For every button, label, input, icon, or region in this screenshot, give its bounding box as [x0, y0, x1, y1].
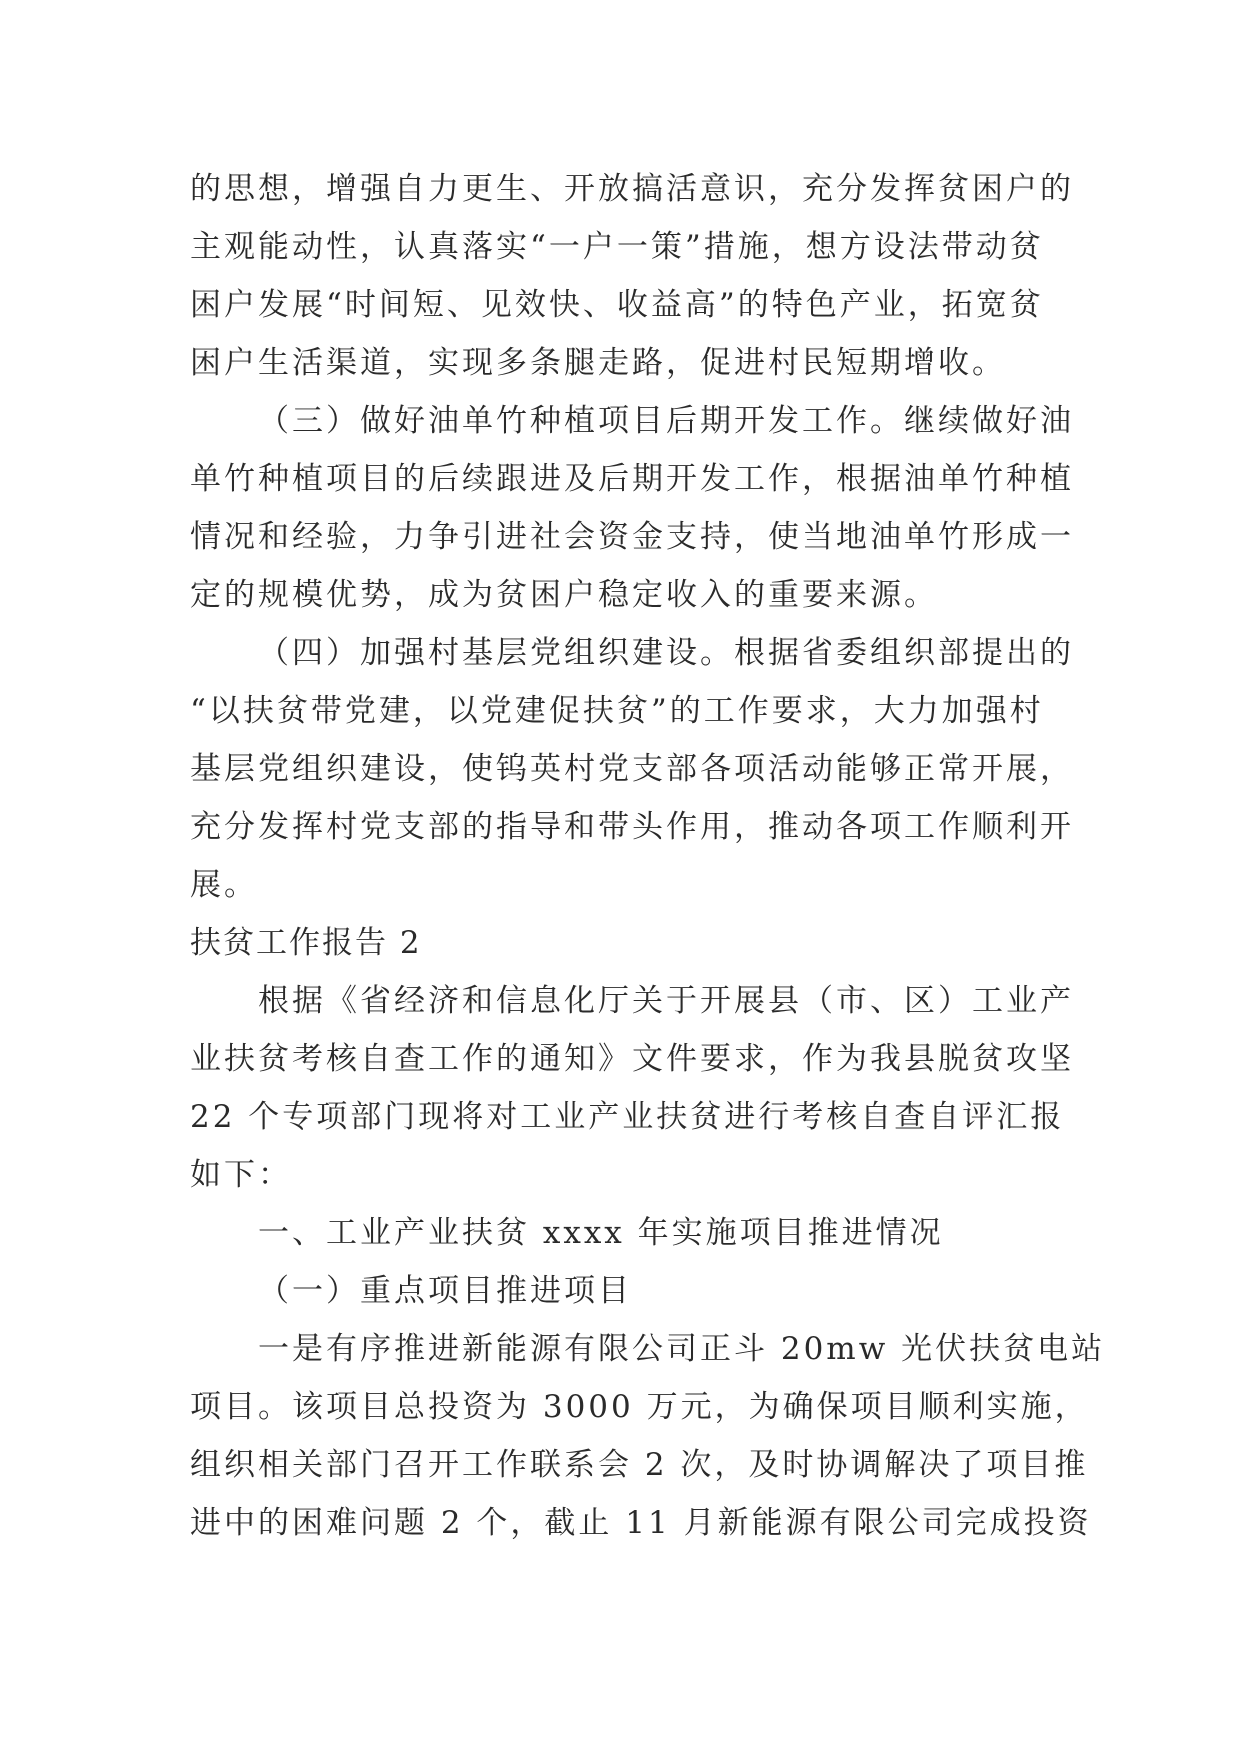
paragraph-line: 定的规模优势，成为贫困户稳定收入的重要来源。 — [190, 577, 938, 613]
paragraph-line: 困户生活渠道，实现多条腿走路，促进村民短期增收。 — [190, 345, 1006, 381]
paragraph-line: “以扶贫带党建，以党建促扶贫”的工作要求，大力加强村 — [190, 693, 1044, 729]
paragraph-line: 困户发展“时间短、见效快、收益高”的特色产业，拓宽贫 — [190, 287, 1044, 323]
report-intro-first-line: 根据《省经济和信息化厅关于开展县（市、区）工业产 — [258, 983, 1074, 1019]
paragraph-line: 组织相关部门召开工作联系会 2 次，及时协调解决了项目推 — [190, 1447, 1089, 1483]
paragraph-line: 单竹种植项目的后续跟进及后期开发工作，根据油单竹种植 — [190, 461, 1074, 497]
paragraph-line: 主观能动性，认真落实“一户一策”措施，想方设法带动贫 — [190, 229, 1044, 265]
paragraph-line: 基层党组织建设，使钨英村党支部各项活动能够正常开展， — [190, 751, 1074, 787]
subsection-heading: （一）重点项目推进项目 — [258, 1273, 632, 1309]
paragraph-line: 展。 — [190, 867, 258, 903]
paragraph-line: 项目。该项目总投资为 3000 万元，为确保项目顺利实施， — [190, 1389, 1089, 1425]
project-paragraph-first-line: 一是有序推进新能源有限公司正斗 20mw 光伏扶贫电站 — [258, 1331, 1106, 1367]
paragraph-line: 的思想，增强自力更生、开放搞活意识，充分发挥贫困户的 — [190, 171, 1074, 207]
paragraph-line: 情况和经验，力争引进社会资金支持，使当地油单竹形成一 — [190, 519, 1074, 555]
report-title: 扶贫工作报告 2 — [190, 925, 422, 961]
paragraph-line: 业扶贫考核自查工作的通知》文件要求，作为我县脱贫攻坚 — [190, 1041, 1074, 1077]
paragraph-line: 如下： — [190, 1157, 292, 1193]
document-body — [190, 160, 1106, 1552]
paragraph-line: 进中的困难问题 2 个，截止 11 月新能源有限公司完成投资 — [190, 1505, 1092, 1541]
section-heading: 一、工业产业扶贫 xxxx 年实施项目推进情况 — [258, 1215, 944, 1251]
paragraph-line: 充分发挥村党支部的指导和带头作用，推动各项工作顺利开 — [190, 809, 1074, 845]
section-four-first-line: （四）加强村基层党组织建设。根据省委组织部提出的 — [258, 635, 1074, 671]
section-three-first-line: （三）做好油单竹种植项目后期开发工作。继续做好油 — [258, 403, 1074, 439]
paragraph-line: 22 个专项部门现将对工业产业扶贫进行考核自查自评汇报 — [190, 1099, 1065, 1135]
